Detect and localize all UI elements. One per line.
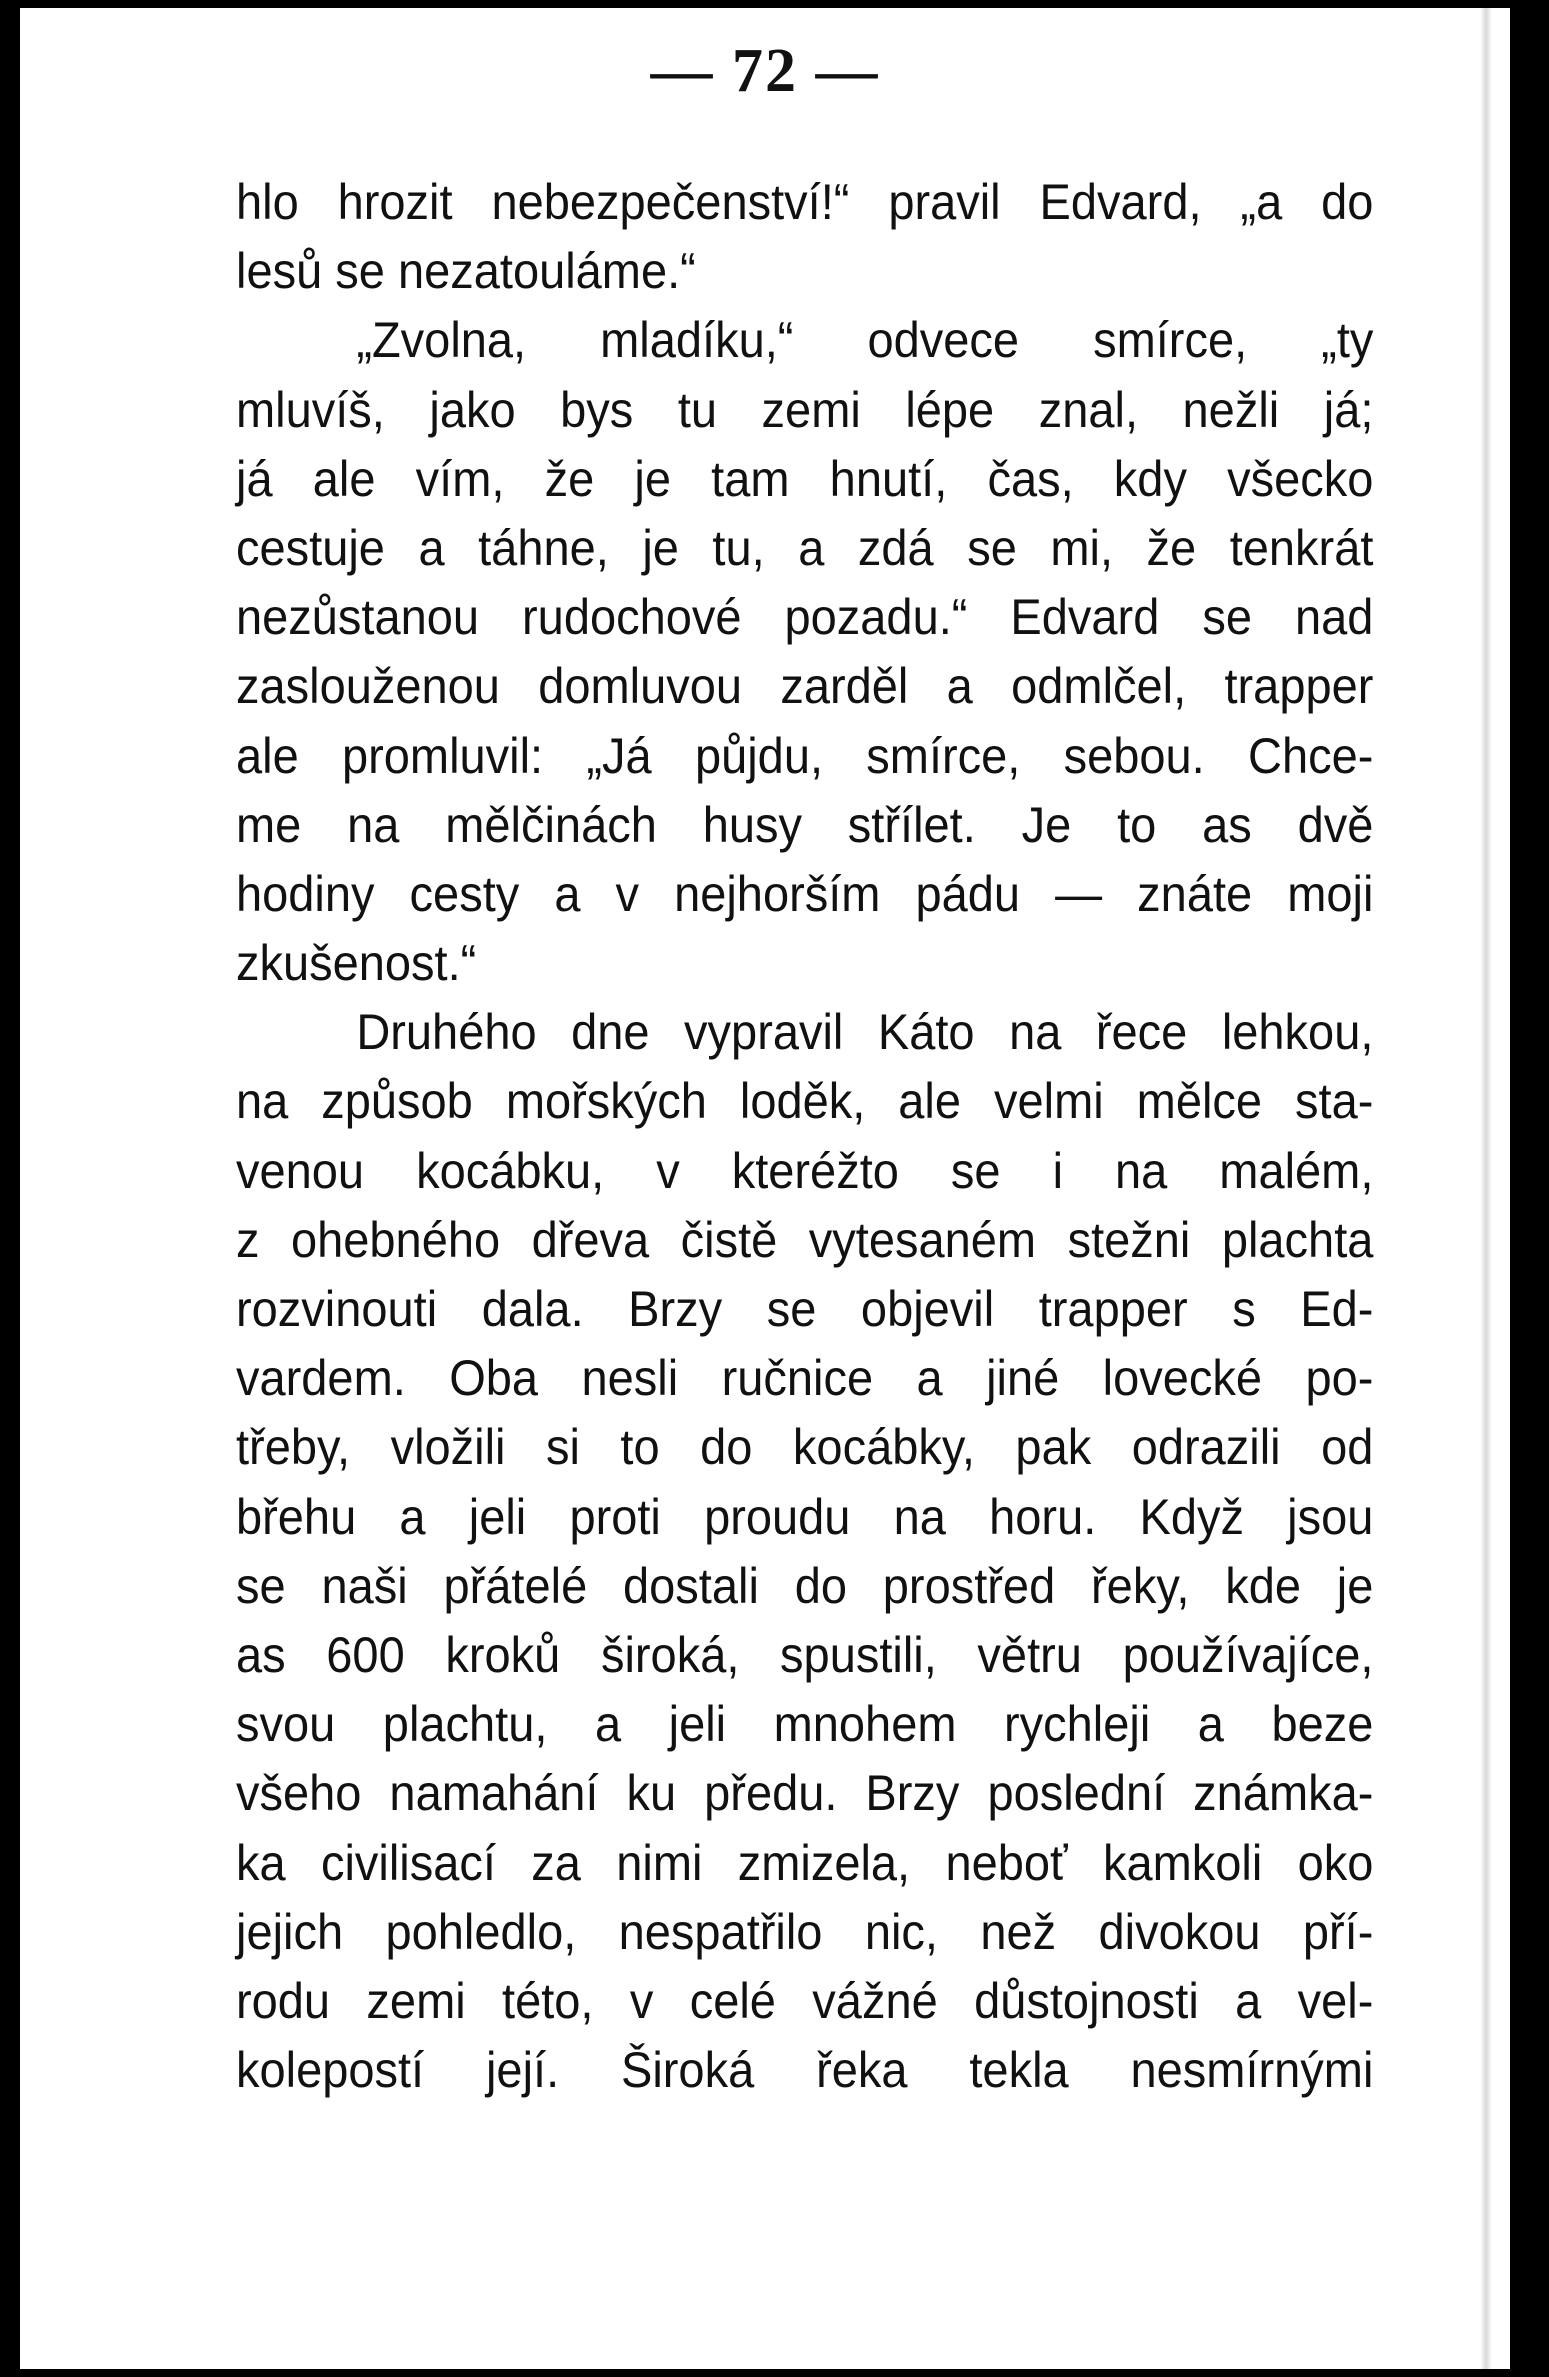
text-line: zkušenost.“ [236,935,477,992]
book-page [20,8,1510,2369]
text-line: se naši přátelé dostali do prostřed řeky, kde je [236,1557,1374,1614]
text-line: zaslouženou domluvou zarděl a odmlčel, trapper [236,658,1374,715]
text-line: lesů se nezatouláme.“ [236,243,696,300]
text-line: rozvinouti dala. Brzy se objevil trapper s Ed- [236,1281,1374,1337]
text-line: hlo hrozit nebezpečenství!“ pravil Edvard, „a do [236,174,1374,230]
text-line: ale promluvil: „Já půjdu, smírce, sebou. Chce- [236,727,1374,784]
text-line: z ohebného dřeva čistě vytesaném stežni plachta [236,1211,1374,1268]
text-line: me na mělčinách husy střílet. Je to as dvě [236,796,1374,853]
text-line: všeho namahání ku předu. Brzy poslední známka- [236,1765,1374,1822]
text-line: ka civilisací za nimi zmizela, neboť kamkoli oko [236,1834,1374,1891]
text-line: třeby, vložili si to do kocábky, pak odrazili od [236,1419,1374,1476]
body-text [236,168,1373,2105]
text-line: mluvíš, jako bys tu zemi lépe znal, nežli já; [236,381,1374,438]
text-line: na způsob mořských loděk, ale velmi mělce sta- [236,1073,1374,1130]
text-line: venou kocábku, v kteréžto se i na malém, [236,1142,1374,1199]
text-line: cestuje a táhne, je tu, a zdá se mi, že tenkrát [236,519,1374,576]
text-line: jejich pohledlo, nespatřilo nic, než divokou pří- [236,1903,1374,1960]
text-line: Druhého dne vypravil Káto na řece lehkou, [356,1004,1374,1061]
text-line: břehu a jeli proti proudu na horu. Když jsou [236,1488,1374,1545]
page-edge-shadow [1470,8,1510,2369]
text-line: rodu zemi této, v celé vážné důstojnosti a vel- [236,1972,1374,2029]
text-line: nezůstanou rudochové pozadu.“ Edvard se nad [236,589,1374,646]
text-line: as 600 kroků široká, spustili, větru používajíce, [236,1626,1374,1683]
text-line: já ale vím, že je tam hnutí, čas, kdy všecko [236,450,1374,507]
page-number: — 72 — [650,37,880,105]
text-line: svou plachtu, a jeli mnohem rychleji a beze [236,1696,1374,1753]
text-line: kolepostí její. Široká řeka tekla nesmírnými [236,2042,1374,2099]
text-line: vardem. Oba nesli ručnice a jiné lovecké po- [236,1350,1374,1407]
text-line: hodiny cesty a v nejhorším pádu — znáte moji [236,865,1374,922]
text-line: „Zvolna, mladíku,“ odvece smírce, „ty [356,312,1374,369]
